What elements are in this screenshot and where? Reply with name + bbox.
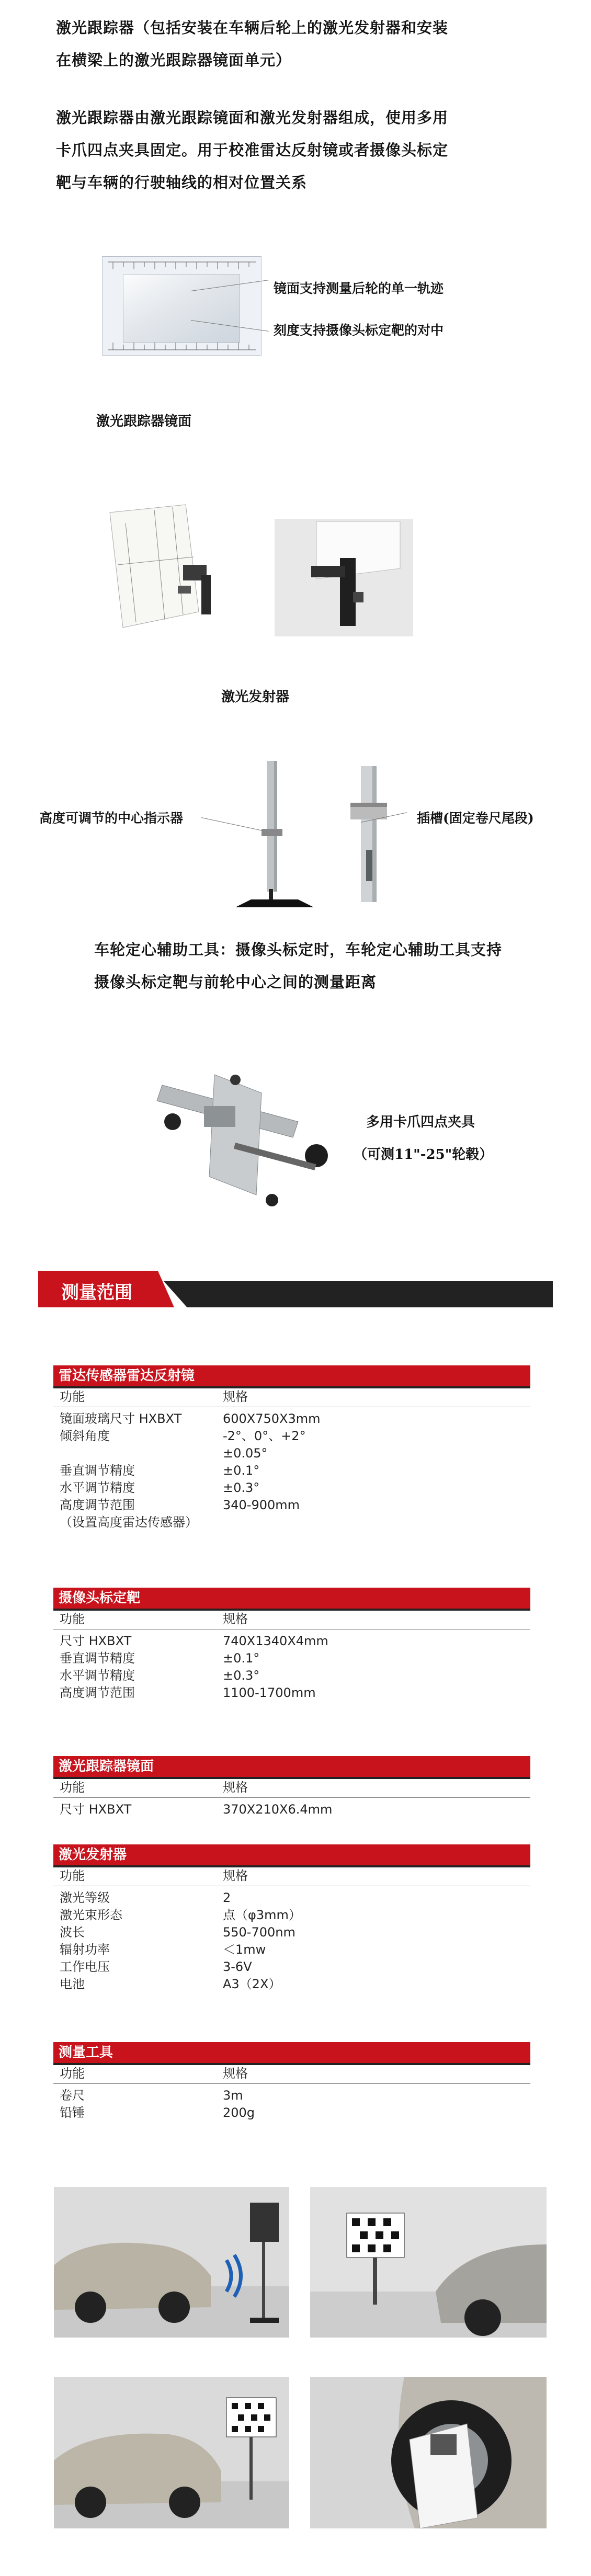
cell: A3（2X） xyxy=(223,1977,281,1991)
cell: 340-900mm xyxy=(223,1498,300,1512)
intro-description xyxy=(56,101,558,199)
divider xyxy=(53,2083,530,2084)
cell xyxy=(53,1445,220,1462)
cell: 功能 xyxy=(60,1389,85,1404)
table-row xyxy=(53,1924,530,1941)
cell: 激光束形态 xyxy=(60,1908,122,1922)
cell: 功能 xyxy=(60,1780,85,1795)
cell: 1100-1700mm xyxy=(223,1685,316,1700)
mirror-image xyxy=(102,256,262,356)
table-row xyxy=(53,1445,530,1462)
cell: 点（φ3mm） xyxy=(223,1908,301,1922)
specs-header xyxy=(38,1271,553,1307)
cell: 激光等级 xyxy=(60,1890,110,1905)
cell: 规格 xyxy=(223,1389,248,1404)
cell: 600X750X3mm xyxy=(223,1411,321,1426)
clamp-label-line2: （可测11"-25"轮毂） xyxy=(354,1147,493,1162)
mirror-note2: 刻度支持摄像头标定靶的对中 xyxy=(274,323,444,338)
table-row xyxy=(53,2087,530,2104)
cell: ＜1mw xyxy=(223,1942,266,1957)
cell: ±0.3° xyxy=(223,1668,260,1683)
cell: 波长 xyxy=(60,1925,85,1940)
photo-camera-calibration-1 xyxy=(310,2187,547,2338)
cell: 550-700nm xyxy=(223,1925,296,1940)
cell: 辐射功率 xyxy=(60,1942,110,1957)
cell: 功能 xyxy=(60,2066,85,2081)
table-row xyxy=(53,1479,530,1497)
intro-title-line1: 激光跟踪器（包括安装在车辆后轮上的激光发射器和安装 xyxy=(56,19,449,37)
table-row xyxy=(53,1684,530,1702)
cell: ±0.1° xyxy=(223,1463,260,1478)
cell: 垂直调节精度 xyxy=(60,1651,135,1666)
camera-spec-table xyxy=(53,1588,530,1702)
cell: 铅锤 xyxy=(60,2105,85,2120)
centering-tool-image xyxy=(230,756,319,918)
tools-spec-table xyxy=(53,2042,530,2122)
cell: 规格 xyxy=(223,1780,248,1795)
table-row xyxy=(53,1633,530,1650)
cell: 电池 xyxy=(60,1977,85,1991)
centering-desc-line1: 车轮定心辅助工具：摄像头标定时，车轮定心辅助工具支持 xyxy=(94,941,503,959)
cell: 740X1340X4mm xyxy=(223,1634,328,1648)
slot-image xyxy=(340,756,400,902)
centering-left-label: 高度可调节的中心指示器 xyxy=(39,811,184,826)
intro-desc-line2: 卡爪四点夹具固定。用于校准雷达反射镜或者摄像头标定 xyxy=(56,141,449,159)
centering-right-label: 插槽(固定卷尺尾段) xyxy=(417,811,534,826)
divider xyxy=(53,1797,530,1798)
cell: 水平调节精度 xyxy=(60,1480,135,1495)
table-row xyxy=(53,1410,530,1428)
photo-radar-calibration xyxy=(54,2187,289,2338)
photo-wheel-clamp xyxy=(310,2377,547,2528)
cell: 功能 xyxy=(60,1612,85,1626)
cell: 规格 xyxy=(223,1868,248,1883)
table-row xyxy=(53,1497,530,1514)
cell: 工作电压 xyxy=(60,1959,110,1974)
table-row xyxy=(53,1611,530,1628)
table-row xyxy=(53,1889,530,1907)
tools-spec-title: 测量工具 xyxy=(53,2042,530,2065)
table-row xyxy=(53,1428,530,1445)
clamp-label-line1: 多用卡爪四点夹具 xyxy=(366,1114,475,1130)
centering-description xyxy=(94,933,565,998)
mirror-spec-title: 激光跟踪器镜面 xyxy=(53,1756,530,1779)
table-row xyxy=(53,1907,530,1924)
table-row xyxy=(53,1941,530,1958)
intro-title-line2: 在横梁上的激光跟踪器镜面单元） xyxy=(56,51,292,69)
radar-spec-table xyxy=(53,1365,530,1531)
cell: -2°、0°、+2° xyxy=(223,1429,306,1443)
cell: 3m xyxy=(223,2088,243,2103)
emitter-image-1 xyxy=(94,502,225,641)
cell: 倾斜角度 xyxy=(60,1429,110,1443)
table-row xyxy=(53,1779,530,1796)
cell: 3-6V xyxy=(223,1959,252,1974)
table-row xyxy=(53,1388,530,1406)
cell: ±0.3° xyxy=(223,1480,260,1495)
laser-spec-table xyxy=(53,1844,530,1993)
cell: 高度调节范围 xyxy=(60,1685,135,1700)
radar-spec-title: 雷达传感器雷达反射镜 xyxy=(53,1365,530,1388)
laser-spec-title: 激光发射器 xyxy=(53,1844,530,1867)
specs-header-dark xyxy=(164,1281,553,1307)
table-row xyxy=(53,1976,530,1993)
mirror-caption: 激光跟踪器镜面 xyxy=(96,414,192,429)
cell: 垂直调节精度 xyxy=(60,1463,135,1478)
cell xyxy=(220,1514,530,1531)
cell: 镜面玻璃尺寸 HXBXT xyxy=(60,1411,182,1426)
cell: 尺寸 HXBXT xyxy=(60,1802,132,1817)
intro-desc-line3: 靶与车辆的行驶轴线的相对位置关系 xyxy=(56,174,308,191)
mirror-spec-table xyxy=(53,1756,530,1818)
table-row xyxy=(53,1867,530,1885)
cell: 200g xyxy=(223,2105,255,2120)
intro-desc-line1: 激光跟踪器由激光跟踪镜面和激光发射器组成，使用多用 xyxy=(56,109,449,127)
clamp-image xyxy=(141,1064,332,1208)
cell: 水平调节精度 xyxy=(60,1668,135,1683)
photo-camera-calibration-2 xyxy=(54,2377,289,2528)
camera-spec-title: 摄像头标定靶 xyxy=(53,1588,530,1611)
table-row xyxy=(53,2104,530,2122)
table-row xyxy=(53,1650,530,1667)
table-row xyxy=(53,1667,530,1684)
table-row xyxy=(53,1801,530,1818)
intro-title xyxy=(56,12,558,76)
cell: 规格 xyxy=(223,2066,248,2081)
table-row xyxy=(53,1958,530,1976)
cell: 规格 xyxy=(223,1612,248,1626)
cell: 功能 xyxy=(60,1868,85,1883)
cell: （设置高度雷达传感器） xyxy=(60,1515,198,1530)
table-row xyxy=(53,1514,530,1531)
table-row xyxy=(53,1462,530,1479)
specs-header-title: 测量范围 xyxy=(61,1282,132,1303)
cell: 2 xyxy=(223,1890,231,1905)
cell: 高度调节范围 xyxy=(60,1498,135,1512)
cell: ±0.1° xyxy=(223,1651,260,1666)
cell: 尺寸 HXBXT xyxy=(60,1634,132,1648)
cell: 卷尺 xyxy=(60,2088,85,2103)
emitter-image-2 xyxy=(275,519,413,636)
mirror-note1: 镜面支持测量后轮的单一轨迹 xyxy=(274,281,444,296)
emitter-caption: 激光发射器 xyxy=(221,689,290,705)
cell: 370X210X6.4mm xyxy=(223,1802,333,1817)
cell: ±0.05° xyxy=(223,1446,268,1461)
table-row xyxy=(53,2065,530,2082)
centering-desc-line2: 摄像头标定靶与前轮中心之间的测量距离 xyxy=(94,973,377,991)
